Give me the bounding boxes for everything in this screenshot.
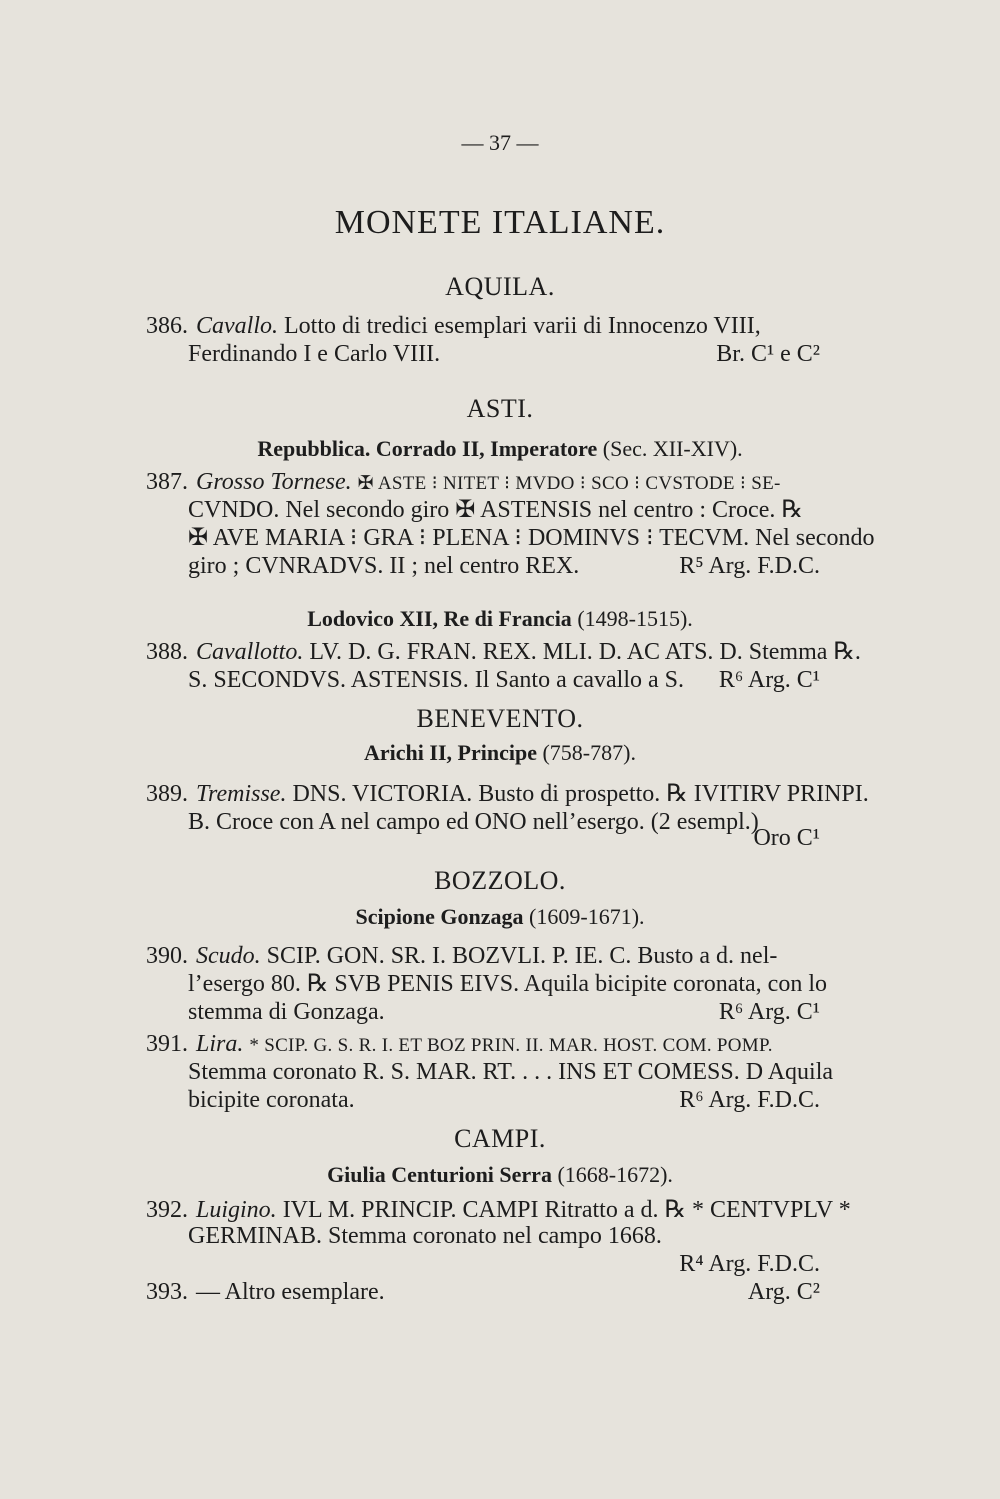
- entry-386-line2: [188, 340, 820, 368]
- entry-392-name: Luigino.: [196, 1197, 277, 1223]
- entry-386-line1: [196, 312, 828, 340]
- entry-388-grade: R⁶ Arg. C¹: [718, 667, 820, 693]
- entry-391-name: Lira.: [196, 1031, 244, 1057]
- entry-386-text: Lotto di tredici esemplari varii di Innocenzo VIII,: [284, 313, 761, 339]
- entry-389-grade: Oro C¹: [753, 825, 820, 851]
- entry-392-legend: IVL M. PRINCIP. CAMPI Ritratto a d. ℞ * CENTVPLV *: [282, 1197, 851, 1223]
- section-heading-benevento: BENEVENTO.: [416, 704, 584, 733]
- ruler-name: Arichi II, Principe: [364, 740, 537, 765]
- entry-number-386: 386.: [146, 313, 188, 339]
- entry-387-name: Grosso Tornese.: [196, 469, 352, 495]
- entry-393-grade: Arg. C²: [747, 1279, 820, 1305]
- entry-391-line2: Stemma coronato R. S. MAR. RT. . . . INS ET COMESS. D Aquila: [188, 1059, 834, 1085]
- entry-391-line1: [196, 1030, 828, 1060]
- entry-387-grade: R⁵ Arg. F.D.C.: [679, 553, 820, 579]
- entry-387-line1: [196, 468, 828, 498]
- entry-388-line2: [188, 666, 820, 694]
- entry-number-390: 390.: [146, 943, 188, 969]
- entry-387-line4: [188, 552, 820, 580]
- entry-388-desc: S. SECONDVS. ASTENSIS. Il Santo a cavallo a S.: [188, 667, 685, 693]
- ruler-name: Repubblica. Corrado II, Imperatore: [257, 436, 598, 461]
- ruler-name: Lodovico XII, Re di Francia: [307, 606, 572, 631]
- ruler-dates: (Sec. XII-XIV).: [602, 436, 743, 461]
- entry-390-line1: [196, 942, 828, 970]
- entry-390-line2: l’esergo 80. ℞ SVB PENIS EIVS. Aquila bicipite coronata, con lo: [188, 971, 827, 997]
- entry-386-grade: Br. C¹ e C²: [716, 341, 820, 367]
- ruler-name: Scipione Gonzaga: [355, 904, 524, 929]
- page-title: MONETE ITALIANE.: [334, 204, 666, 241]
- page-number: — 37 —: [461, 130, 539, 155]
- ruler-dates: (1498-1515).: [577, 606, 693, 631]
- entry-388-line1: [196, 638, 861, 666]
- ruler-dates: (758-787).: [542, 740, 636, 765]
- entry-389-legend: DNS. VICTORIA. Busto di prospetto. ℞ IVITIRV PRINPI.: [292, 781, 869, 807]
- entry-387-legend: ✠ ASTE ⁝ NITET ⁝ MVDO ⁝ SCO ⁝ CVSTODE ⁝ SE-: [357, 473, 781, 494]
- entry-391-line3: [188, 1086, 820, 1114]
- entry-386-name: Cavallo.: [196, 313, 278, 339]
- section-heading-campi: CAMPI.: [454, 1124, 546, 1153]
- entry-387-desc: giro ; CVNRADVS. II ; nel centro REX.: [188, 553, 580, 579]
- entry-393-text: — Altro esemplare.: [196, 1279, 385, 1305]
- ruler-name: Giulia Centurioni Serra: [327, 1162, 552, 1187]
- ruler-dates: (1609-1671).: [529, 904, 645, 929]
- entry-number-391: 391.: [146, 1031, 188, 1057]
- entry-number-389: 389.: [146, 781, 188, 807]
- entry-389-line2: B. Croce con A nel campo ed ONO nell’esergo. (2 esempl.): [188, 809, 759, 835]
- entry-number-387: 387.: [146, 469, 188, 495]
- entry-388-name: Cavallotto.: [196, 639, 304, 665]
- entry-386-desc: Ferdinando I e Carlo VIII.: [188, 341, 441, 367]
- entry-392-line1: [196, 1196, 851, 1224]
- entry-388-legend: LV. D. G. FRAN. REX. MLI. D. AC ATS. D. Stemma ℞.: [309, 639, 861, 665]
- entry-387-line3: ✠ AVE MARIA ⁝ GRA ⁝ PLENA ⁝ DOMINVS ⁝ TECVM. Nel secondo: [188, 525, 875, 551]
- entry-392-grade: R⁴ Arg. F.D.C.: [679, 1251, 820, 1277]
- subheading-campi: [0, 1162, 1000, 1188]
- entry-390-grade: R⁶ Arg. C¹: [718, 999, 820, 1025]
- entry-387-line2: CVNDO. Nel secondo giro ✠ ASTENSIS nel centro : Croce. ℞: [188, 497, 803, 523]
- subheading-asti-2: [0, 606, 1000, 632]
- entry-number-392: 392.: [146, 1197, 188, 1223]
- entry-390-line3: [188, 998, 820, 1026]
- entry-number-393: 393.: [146, 1279, 188, 1305]
- subheading-benevento: [0, 740, 1000, 766]
- entry-number-388: 388.: [146, 639, 188, 665]
- entry-392-line2: GERMINAB. Stemma coronato nel campo 1668.: [188, 1223, 662, 1249]
- subheading-bozzolo: [0, 904, 1000, 930]
- entry-391-grade: R⁶ Arg. F.D.C.: [679, 1087, 820, 1113]
- entry-391-desc: bicipite coronata.: [188, 1087, 355, 1113]
- entry-389-name: Tremisse.: [196, 781, 287, 807]
- entry-390-legend: SCIP. GON. SR. I. BOZVLI. P. IE. C. Busto a d. nel-: [266, 943, 778, 969]
- entry-390-name: Scudo.: [196, 943, 261, 969]
- section-heading-aquila: AQUILA.: [445, 272, 555, 301]
- subheading-asti-1: [0, 436, 1000, 462]
- section-heading-bozzolo: BOZZOLO.: [434, 866, 566, 895]
- entry-391-legend: * SCIP. G. S. R. I. ET BOZ PRIN. II. MAR. HOST. COM. POMP.: [249, 1035, 773, 1056]
- section-heading-asti: ASTI.: [466, 394, 534, 423]
- entry-390-desc: stemma di Gonzaga.: [188, 999, 385, 1025]
- entry-389-line1: [196, 780, 869, 808]
- ruler-dates: (1668-1672).: [557, 1162, 673, 1187]
